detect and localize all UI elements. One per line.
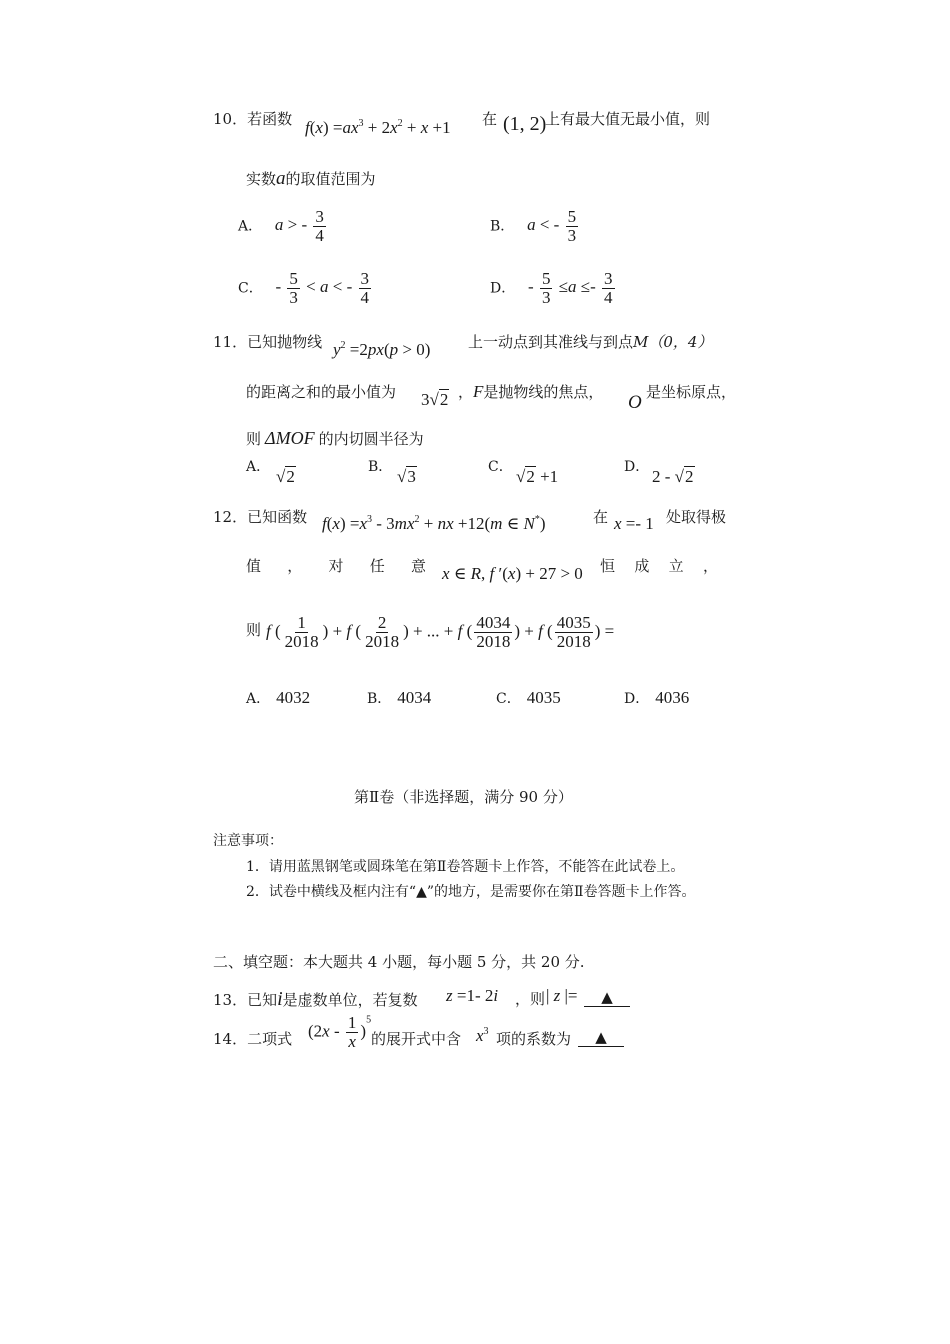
q13-abs-z: | z |= xyxy=(546,986,578,1005)
q10-text-after: 上有最大值无最小值，则 xyxy=(545,110,711,128)
q11-option-c-value: √2 +1 xyxy=(516,467,559,486)
q10-line2: 实数a的取值范围为 xyxy=(246,168,376,189)
q11-line2d: 是坐标原点， xyxy=(646,383,737,401)
section2-title: 二、填空题：本大题共 4 小题，每小题 5 分，共 20 分. xyxy=(213,953,585,971)
question-12: 12．已知函数 xyxy=(213,508,308,526)
q10-function-formula: $f(x) =ax^3 + 2x^2 + x +1$ xyxy=(305,118,451,137)
q11-option-d[interactable]: D． xyxy=(624,459,650,475)
q11-line2b: ，F是抛物线的焦点， xyxy=(458,382,604,401)
q12-option-d[interactable]: D． 4036 xyxy=(624,688,690,707)
question-number: 10． xyxy=(213,110,248,128)
question-14: 14．二项式 xyxy=(213,1030,293,1048)
q13-answer-blank[interactable]: ▲ xyxy=(584,988,630,1007)
q14-text2: 的展开式中含 xyxy=(371,1030,462,1048)
q11-parabola-formula: $y^2 =2px(p > 0)$ xyxy=(333,340,431,359)
option-a-formula: a > - $\frac{3}{4}$ xyxy=(274,207,324,245)
q13-text3: ，则 xyxy=(515,990,546,1008)
option-b-formula: a < - $\frac{5}{3}$ xyxy=(527,207,577,245)
q11-origin-o: O xyxy=(628,392,642,413)
q12-condition-formula: x ∈ R, f ′(x) + 27 > 0 xyxy=(442,564,583,583)
q11-line2a: 的距离之和的最小值为 xyxy=(246,383,397,401)
question-number: 11． xyxy=(213,333,248,351)
q11-option-b-value: √3 xyxy=(397,467,416,486)
q10-option-b[interactable]: B． a < - $\frac{5}{3}$ xyxy=(490,208,580,245)
q11-option-d-value: 2 - √2 xyxy=(652,467,694,486)
variable-a: a xyxy=(276,168,286,189)
q12-function-formula: $f(x) =x^3 - 3mx^2$ + nx +12(m ∈ N*) xyxy=(322,514,546,533)
triangle-mof: ΔMOF xyxy=(265,428,315,448)
question-10 xyxy=(213,108,292,129)
q12-x-value: x =- 1 xyxy=(614,514,654,533)
notice-title: 注意事项： xyxy=(213,833,283,849)
q14-answer-blank[interactable]: ▲ xyxy=(578,1028,624,1047)
option-c-formula: - $\frac{5}{3}$ < a < - $\frac{3}{4}$ xyxy=(275,269,370,307)
question-number: 13． xyxy=(213,991,248,1009)
notice-item-1: 1．请用蓝黑钢笔或圆珠笔在第Ⅱ卷答题卡上作答，不能答在此试卷上。 xyxy=(246,859,685,875)
q12-sum-formula: f ( $\frac{1}{2018}$ ) + f ( $\frac{2}{2018}$ ) + ... + f ( $\frac{4034}{2018}$ ) + f ( $\frac{4035}{2018}$ ) = xyxy=(266,613,615,651)
q10-option-a[interactable]: A． a > - $\frac{3}{4}$ xyxy=(238,208,328,245)
q14-binomial-formula: (2x - $\frac{1}{x}$ )$^5$ xyxy=(308,1013,372,1051)
q10-text-mid: 在 xyxy=(482,110,498,128)
q11-option-a-value: √2 xyxy=(276,467,295,486)
notice-item-2: 2．试卷中横线及框内注有“▲”的地方，是需要你在第Ⅱ卷答题卡上作答。 xyxy=(246,884,696,900)
q10-option-c[interactable]: C． - $\frac{5}{3}$ < a < - $\frac{3}{4}$ xyxy=(238,270,373,307)
question-number: 14． xyxy=(213,1030,248,1048)
q12-line3-prefix: 则 xyxy=(246,621,262,639)
q11-option-a[interactable]: A． xyxy=(246,459,271,475)
question-text: 若函数 xyxy=(247,110,293,128)
q12-text2: 在 xyxy=(593,508,609,526)
q11-option-b[interactable]: B． xyxy=(368,459,393,475)
option-d-formula: - $\frac{5}{3}$ ≤a ≤- $\frac{3}{4}$ xyxy=(528,269,613,307)
question-13: 13．已知i是虚数单位，若复数 xyxy=(213,988,418,1010)
q10-option-d[interactable]: D． - $\frac{5}{3}$ ≤a ≤- $\frac{3}{4}$ xyxy=(490,270,617,307)
q10-interval: (1, 2) xyxy=(503,113,547,135)
q14-x-cubed: $x^3$ xyxy=(476,1026,489,1045)
question-number: 12． xyxy=(213,508,248,526)
q11-text2: 上一动点到其准线与到点M（0，4） xyxy=(468,333,713,351)
q14-text3: 项的系数为 xyxy=(496,1030,572,1048)
q11-option-c[interactable]: C． xyxy=(488,459,513,475)
q13-complex-formula: z =1- 2i xyxy=(446,986,499,1005)
part2-title: 第Ⅱ卷（非选择题，满分 90 分） xyxy=(354,788,573,806)
question-11: 11．已知抛物线 xyxy=(213,333,323,351)
q12-text3: 处取得极 xyxy=(666,508,727,526)
q12-line2-a: 值 ， 对 任 意 xyxy=(246,557,426,575)
q11-min-value: 3√2 xyxy=(421,390,449,409)
q11-line3: 则 ΔMOF 的内切圆半径为 xyxy=(246,428,424,448)
q12-option-c[interactable]: C． 4035 xyxy=(496,688,561,707)
q12-option-a[interactable]: A． 4032 xyxy=(246,688,311,707)
q12-line2-b: 恒 成 立 ， xyxy=(600,557,718,575)
imaginary-unit: i xyxy=(277,988,283,1010)
q12-option-b[interactable]: B． 4034 xyxy=(367,688,432,707)
